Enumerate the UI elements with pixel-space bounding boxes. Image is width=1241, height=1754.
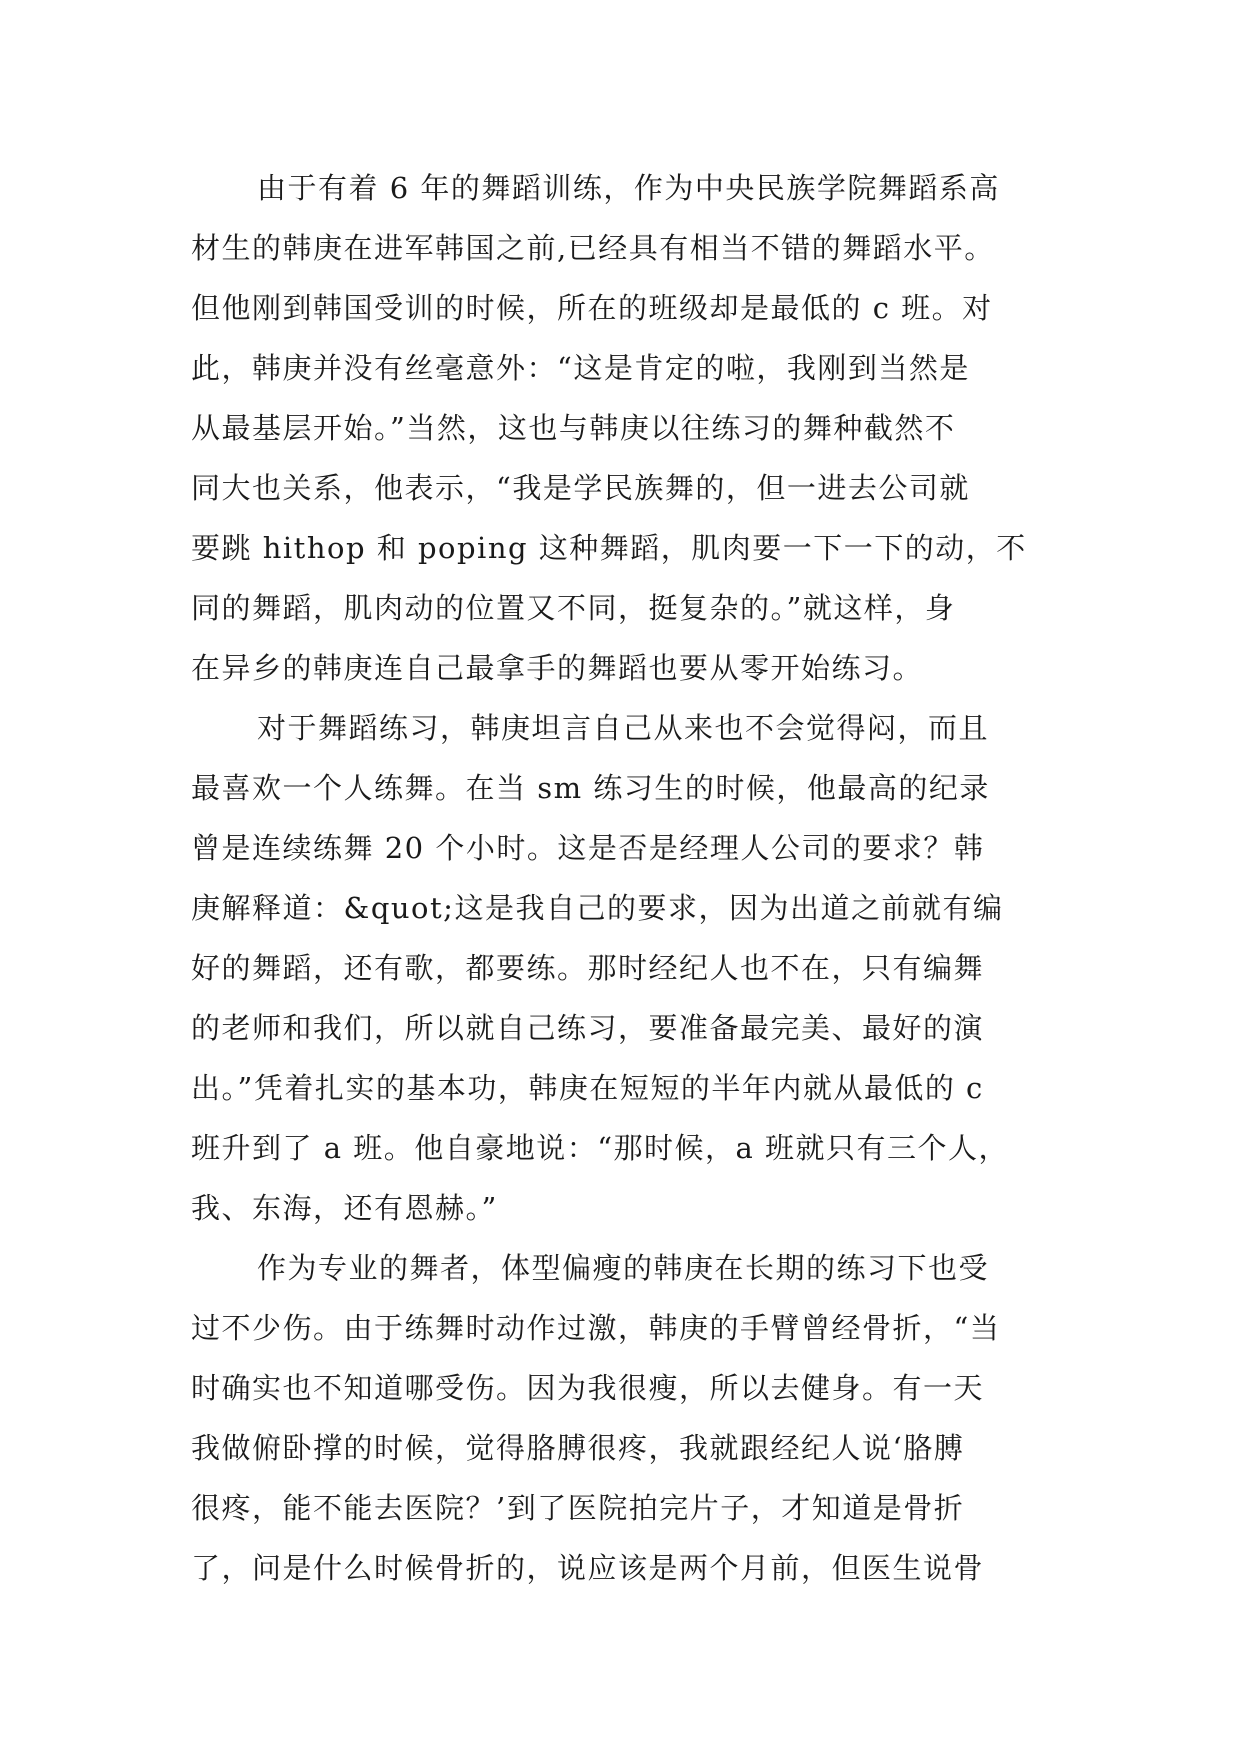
text-line: 班升到了 a 班。他自豪地说：“那时候，a 班就只有三个人，: [191, 1131, 1010, 1165]
paragraph: [191, 1238, 1071, 1598]
text-line: 我、东海，还有恩赫。”: [191, 1191, 498, 1225]
text-line: 我做俯卧撑的时候，觉得胳膊很疼，我就跟经纪人说‘胳膊: [191, 1431, 965, 1465]
text-line: 由于有着 6 年的舞蹈训练，作为中央民族学院舞蹈系高: [257, 171, 1000, 205]
text-line: 过不少伤。由于练舞时动作过激，韩庚的手臂曾经骨折，“当: [191, 1311, 1001, 1345]
text-line: 庚解释道：&quot;这是我自己的要求，因为出道之前就有编: [191, 891, 1004, 925]
text-line: 同大也关系，他表示，“我是学民族舞的，但一进去公司就: [191, 471, 970, 505]
text-line: 材生的韩庚在进军韩国之前,已经具有相当不错的舞蹈水平。: [191, 231, 995, 265]
text-line: 最喜欢一个人练舞。在当 sm 练习生的时候，他最高的纪录: [191, 771, 990, 805]
text-line: 时确实也不知道哪受伤。因为我很瘦，所以去健身。有一天: [191, 1371, 985, 1405]
text-line: 曾是连续练舞 20 个小时。这是否是经理人公司的要求？韩: [191, 831, 985, 865]
text-line: 在异乡的韩庚连自己最拿手的舞蹈也要从零开始练习。: [191, 651, 924, 685]
text-line: 出。”凭着扎实的基本功，韩庚在短短的半年内就从最低的 c: [191, 1071, 984, 1105]
paragraph: [191, 698, 1071, 1238]
paragraph: [191, 158, 1071, 698]
text-line: 很疼，能不能去医院？’到了医院拍完片子，才知道是骨折: [191, 1491, 965, 1525]
text-line: 好的舞蹈，还有歌，都要练。那时经纪人也不在，只有编舞: [191, 951, 985, 985]
text-line: 从最基层开始。”当然，这也与韩庚以往练习的舞种截然不: [191, 411, 956, 445]
text-line: 但他刚到韩国受训的时候，所在的班级却是最低的 c 班。对: [191, 291, 993, 325]
text-line: 要跳 hithop 和 poping 这种舞蹈，肌肉要一下一下的动，不: [191, 531, 1027, 565]
body-text: [191, 158, 1071, 1598]
text-line: 同的舞蹈，肌肉动的位置又不同，挺复杂的。”就这样，身: [191, 591, 956, 625]
text-line: 此，韩庚并没有丝毫意外：“这是肯定的啦，我刚到当然是: [191, 351, 970, 385]
text-line: 了，问是什么时候骨折的，说应该是两个月前，但医生说骨: [191, 1551, 985, 1585]
text-line: 对于舞蹈练习，韩庚坦言自己从来也不会觉得闷，而且: [257, 711, 990, 745]
text-line: 作为专业的舞者，体型偏瘦的韩庚在长期的练习下也受: [257, 1251, 990, 1285]
text-line: 的老师和我们，所以就自己练习，要准备最完美、最好的演: [191, 1011, 985, 1045]
